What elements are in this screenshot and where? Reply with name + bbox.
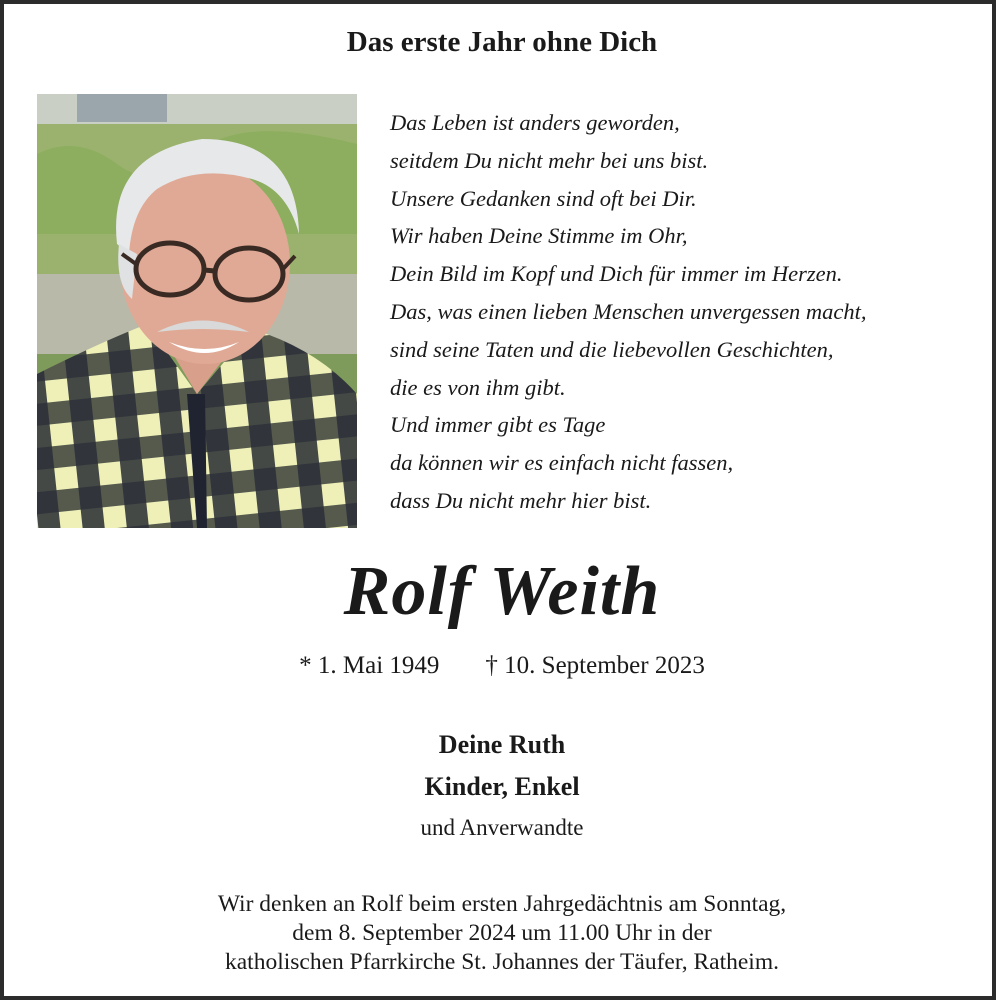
heading: Das erste Jahr ohne Dich <box>346 26 658 58</box>
poem <box>390 104 980 520</box>
birth-date: * 1. Mai 1949 <box>299 652 440 679</box>
poem-line: seitdem Du nicht mehr bei uns bist. <box>390 147 709 173</box>
mourner-line: Deine Ruth <box>438 730 566 759</box>
poem-line: die es von ihm gibt. <box>390 374 566 400</box>
notice-line: Wir denken an Rolf beim ersten Jahrgedächtnis am Sonntag, <box>217 891 787 917</box>
poem-line: Das Leben ist anders geworden, <box>390 110 680 135</box>
portrait-illustration <box>37 94 357 528</box>
poem-line: Das, was einen lieben Menschen unvergessen macht, <box>390 298 867 324</box>
cross-icon: † <box>485 652 498 679</box>
poem-line: dass Du nicht mehr hier bist. <box>390 487 652 513</box>
poem-line: Dein Bild im Kopf und Dich für immer im Herzen. <box>390 261 843 287</box>
deceased-name: Rolf Weith <box>343 553 661 630</box>
poem-line: Und immer gibt es Tage <box>390 412 606 438</box>
memorial-notice <box>4 890 996 977</box>
mourner-line: und Anverwandte <box>420 815 584 840</box>
life-dates <box>4 652 996 680</box>
portrait-photo <box>37 94 357 528</box>
poem-line: Unsere Gedanken sind oft bei Dir. <box>390 185 697 211</box>
notice-line: dem 8. September 2024 um 11.00 Uhr in der <box>292 920 712 946</box>
mourner-line: Kinder, Enkel <box>424 772 580 801</box>
poem-line: Wir haben Deine Stimme im Ohr, <box>390 223 688 249</box>
notice-line: katholischen Pfarrkirche St. Johannes der Täufer, Ratheim. <box>225 949 779 975</box>
poem-line: da können wir es einfach nicht fassen, <box>390 450 734 476</box>
death-date: 10. September 2023 <box>504 652 705 679</box>
poem-line: sind seine Taten und die liebevollen Geschichten, <box>390 336 834 362</box>
